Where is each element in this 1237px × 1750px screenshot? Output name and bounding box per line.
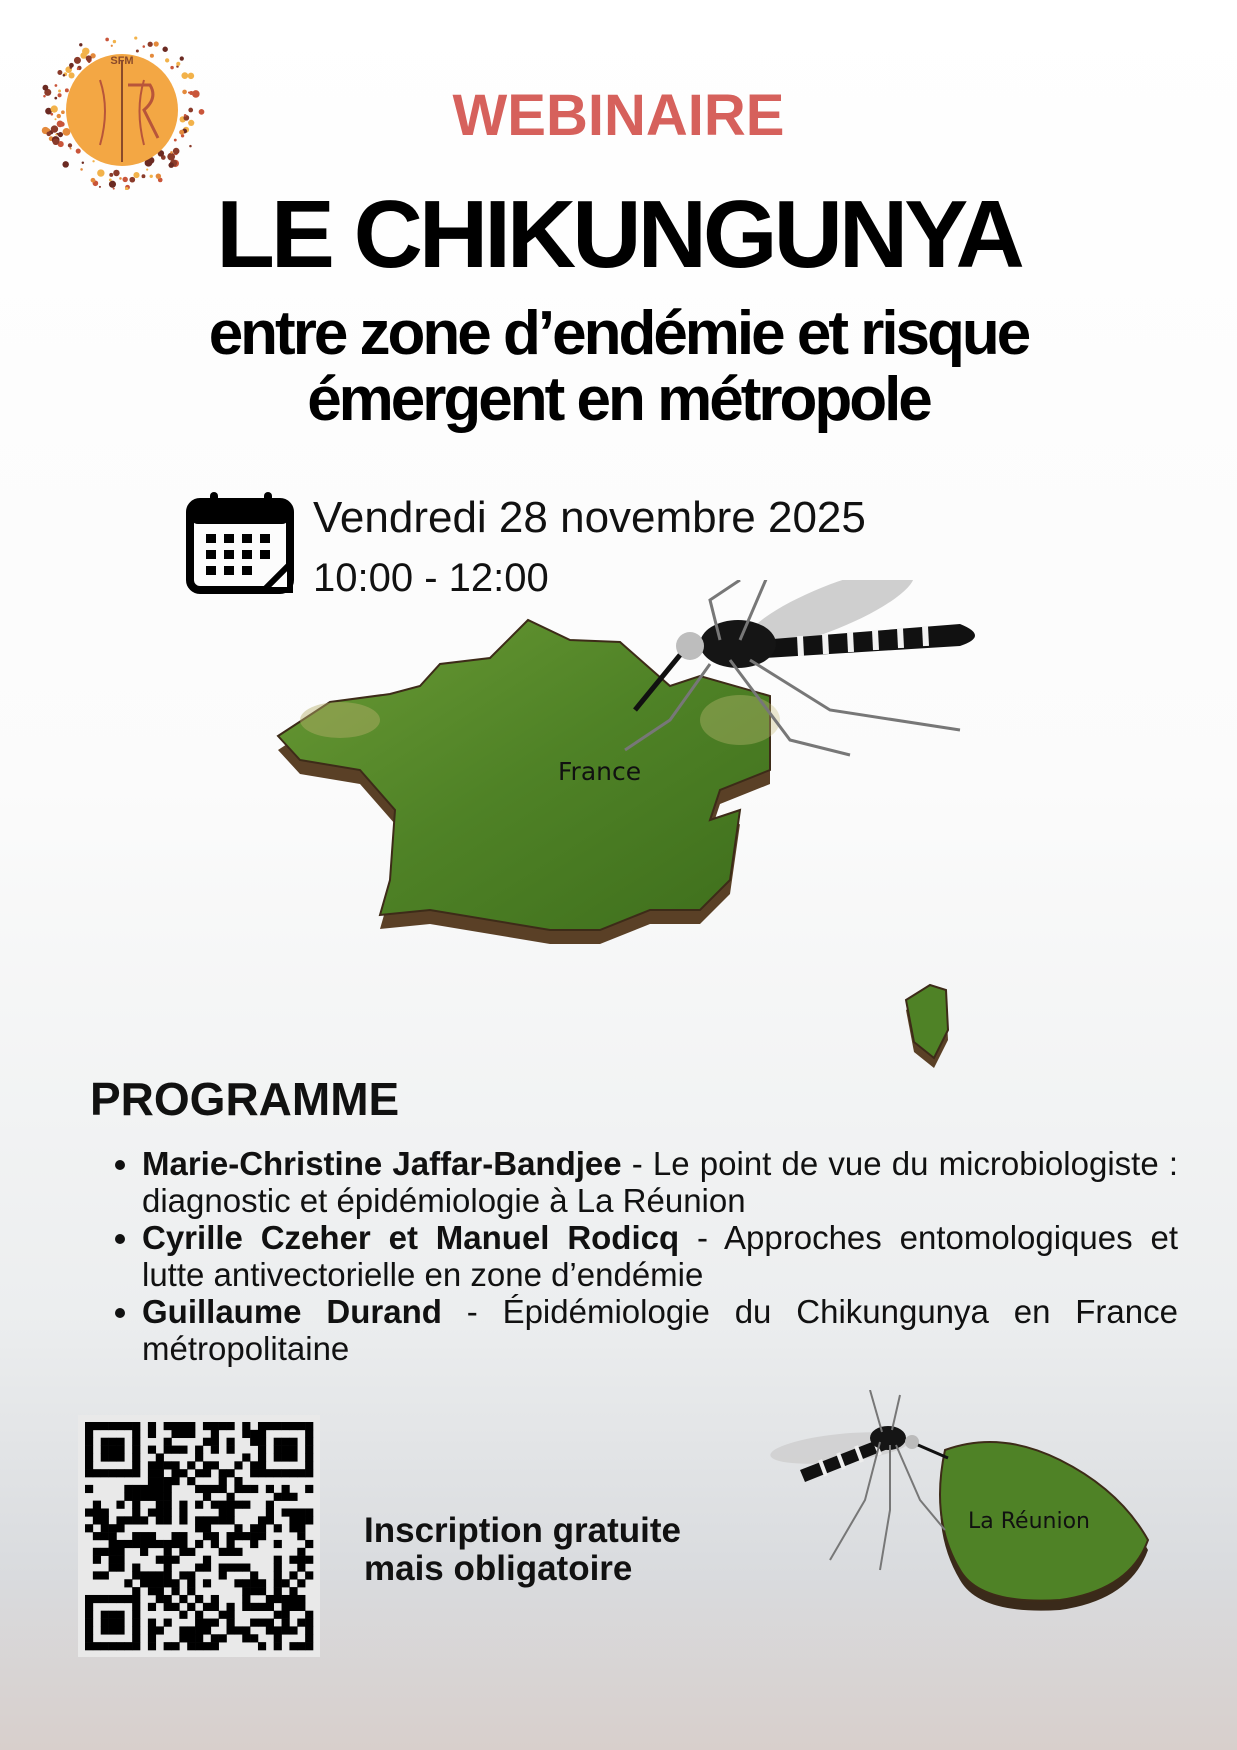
- reunion-label: La Réunion: [968, 1509, 1090, 1534]
- talk-topic: - Épidémiologie du Chikungunya en France métropolitaine: [142, 1293, 1178, 1367]
- event-time: 10:00 - 12:00: [313, 556, 549, 600]
- page-title: LE CHIKUNGUNYA: [216, 181, 1021, 288]
- list-item: [142, 1219, 1178, 1293]
- subtitle-line-2: émergent en métropole: [307, 365, 930, 434]
- subtitle-line-1: entre zone d’endémie et risque: [208, 299, 1029, 368]
- list-item: [142, 1293, 1178, 1367]
- registration-line-2: mais obligatoire: [364, 1549, 633, 1588]
- qr-code[interactable]: [78, 1415, 320, 1657]
- programme-heading: PROGRAMME: [90, 1073, 400, 1125]
- france-label: France: [558, 757, 642, 786]
- speaker-name: Cyrille Czeher et Manuel Rodicq: [142, 1219, 680, 1256]
- registration-line-1: Inscription gratuite: [364, 1511, 681, 1550]
- programme-list: [100, 1145, 1178, 1367]
- talk-topic: - Le point de vue du microbiologiste : diagnostic et épidémiologie à La Réunion: [142, 1145, 1178, 1219]
- event-type-label: WEBINAIRE: [452, 83, 785, 148]
- speaker-name: Guillaume Durand: [142, 1293, 442, 1330]
- talk-topic: - Approches entomologiques et lutte antivectorielle en zone d’endémie: [142, 1219, 1178, 1293]
- event-date: Vendredi 28 novembre 2025: [313, 493, 866, 542]
- reunion-map: [770, 1390, 1150, 1620]
- svg-text:SFM: SFM: [110, 55, 134, 67]
- registration-note: [364, 1512, 744, 1588]
- france-map: [270, 580, 1070, 1080]
- speaker-name: Marie-Christine Jaffar-Bandjee: [142, 1145, 622, 1182]
- list-item: [142, 1145, 1178, 1219]
